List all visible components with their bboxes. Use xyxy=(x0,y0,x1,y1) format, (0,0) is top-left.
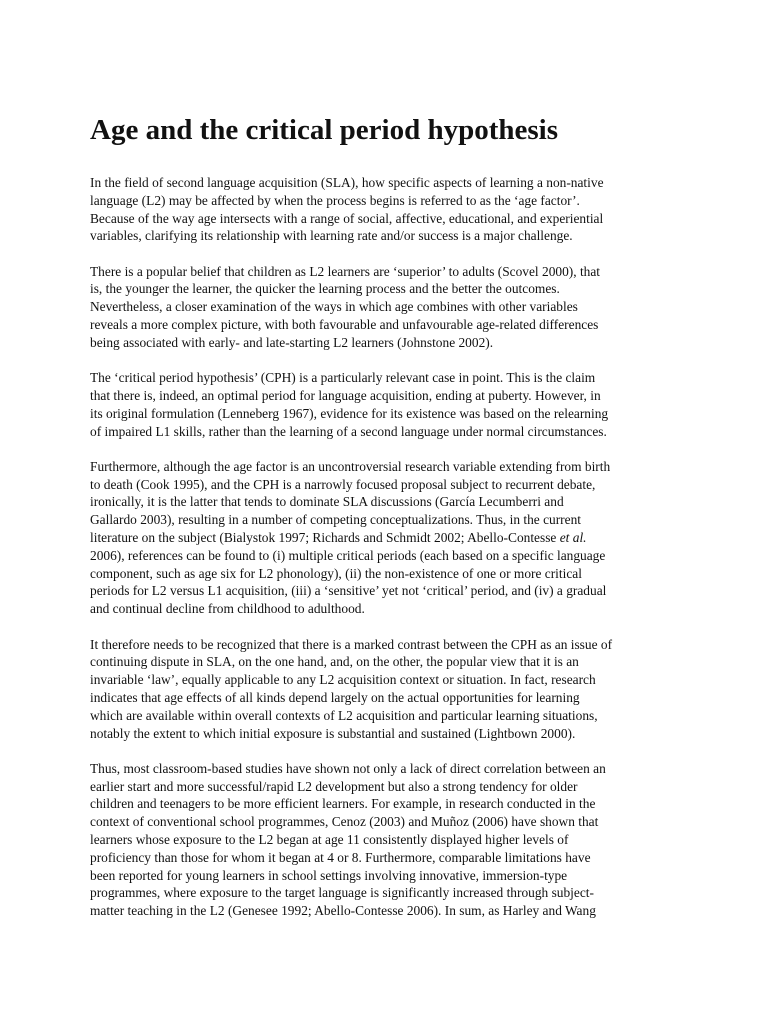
text-line: children and teenagers to be more efficient learners. For example, in research conducted in the xyxy=(90,796,596,812)
text-line: matter teaching in the L2 (Genesee 1992; Abello-Contesse 2006). In sum, as Harley and Wang xyxy=(90,903,596,919)
text-line: Thus, most classroom-based studies have shown not only a lack of direct correlation between an xyxy=(90,760,606,776)
text-line: earlier start and more successful/rapid L2 development but also a strong tendency for older xyxy=(90,778,578,794)
document-page xyxy=(90,108,686,937)
text-line: Furthermore, although the age factor is an uncontroversial research variable extending from birth xyxy=(90,458,611,474)
text-line: Because of the way age intersects with a range of social, affective, educational, and experiential xyxy=(90,210,604,226)
text-line: notably the extent to which initial exposure is substantial and sustained (Lightbown 2000). xyxy=(90,725,576,741)
text-line: reveals a more complex picture, with both favourable and unfavourable age-related differences xyxy=(90,317,599,333)
text-line: learners whose exposure to the L2 began at age 11 consistently displayed higher levels of xyxy=(90,832,569,847)
text-line: Nevertheless, a closer examination of the ways in which age combines with other variables xyxy=(90,299,578,315)
text-line xyxy=(90,529,686,547)
text-line-main: literature on the subject (Bialystok 1997; Richards and Schmidt 2002; Abello-Contesse xyxy=(90,530,557,546)
text-line: invariable ‘law’, equally applicable to any L2 acquisition context or situation. In fact, research xyxy=(90,672,596,688)
text-line: its original formulation (Lenneberg 1967), evidence for its existence was based on the relearning xyxy=(90,405,609,421)
text-line: continuing dispute in SLA, on the one hand, and, on the other, the popular view that it is an xyxy=(90,654,579,670)
text-line: The ‘critical period hypothesis’ (CPH) is a particularly relevant case in point. This is the claim xyxy=(90,370,596,386)
text-line: proficiency than those for whom it began at 4 or 8. Furthermore, comparable limitations have xyxy=(90,849,591,865)
text-line: been reported for young learners in school settings involving innovative, immersion-type xyxy=(90,867,568,883)
text-line: of impaired L1 skills, rather than the learning of a second language under normal circumstances. xyxy=(90,423,607,439)
text-line: and continual decline from childhood to adulthood. xyxy=(90,601,365,617)
paragraph-2 xyxy=(90,263,686,352)
text-line: ironically, it is the latter that tends to dominate SLA discussions (García Lecumberri and xyxy=(90,494,564,510)
paragraph-3 xyxy=(90,369,686,440)
text-line: There is a popular belief that children as L2 learners are ‘superior’ to adults (Scovel 2000), that xyxy=(90,263,601,279)
text-line: programmes, where exposure to the target language is significantly increased through subject- xyxy=(90,885,594,901)
text-line: It therefore needs to be recognized that there is a marked contrast between the CPH as an issue of xyxy=(90,636,613,652)
italic-citation: et al. xyxy=(559,530,587,546)
text-line: In the field of second language acquisition (SLA), how specific aspects of learning a non-native xyxy=(90,175,604,190)
text-line: to death (Cook 1995), and the CPH is a narrowly focused proposal subject to recurrent debate, xyxy=(90,476,596,492)
text-line: being associated with early- and late-starting L2 learners (Johnstone 2002). xyxy=(90,334,494,350)
text-line: indicates that age effects of all kinds depend largely on the actual opportunities for learning xyxy=(90,689,580,705)
text-line: which are available within overall contexts of L2 acquisition and particular learning situations, xyxy=(90,707,598,723)
paragraph-6 xyxy=(90,760,686,920)
paragraph-4 xyxy=(90,458,686,618)
text-line: Gallardo 2003), resulting in a number of competing conceptualizations. Thus, in the current xyxy=(90,512,581,528)
text-line: is, the younger the learner, the quicker the learning process and the better the outcomes. xyxy=(90,281,560,297)
text-line: periods for L2 versus L1 acquisition, (iii) a ‘sensitive’ yet not ‘critical’ period, and (iv) a gradual xyxy=(90,583,607,599)
text-line: that there is, indeed, an optimal period for language acquisition, ending at puberty. However, in xyxy=(90,387,601,403)
text-line: language (L2) may be affected by when the process begins is referred to as the ‘age factor’. xyxy=(90,192,580,208)
document-title: Age and the critical period hypothesis xyxy=(90,114,559,146)
paragraph-5 xyxy=(90,636,686,743)
text-line: variables, clarifying its relationship with learning rate and/or success is a major challenge. xyxy=(90,228,573,244)
text-line: 2006), references can be found to (i) multiple critical periods (each based on a specific language xyxy=(90,547,606,563)
text-line: context of conventional school programmes, Cenoz (2003) and Muñoz (2006) have shown that xyxy=(90,814,599,830)
text-line: component, such as age six for L2 phonology), (ii) the non-existence of one or more critical xyxy=(90,565,582,581)
paragraph-1 xyxy=(90,174,686,245)
